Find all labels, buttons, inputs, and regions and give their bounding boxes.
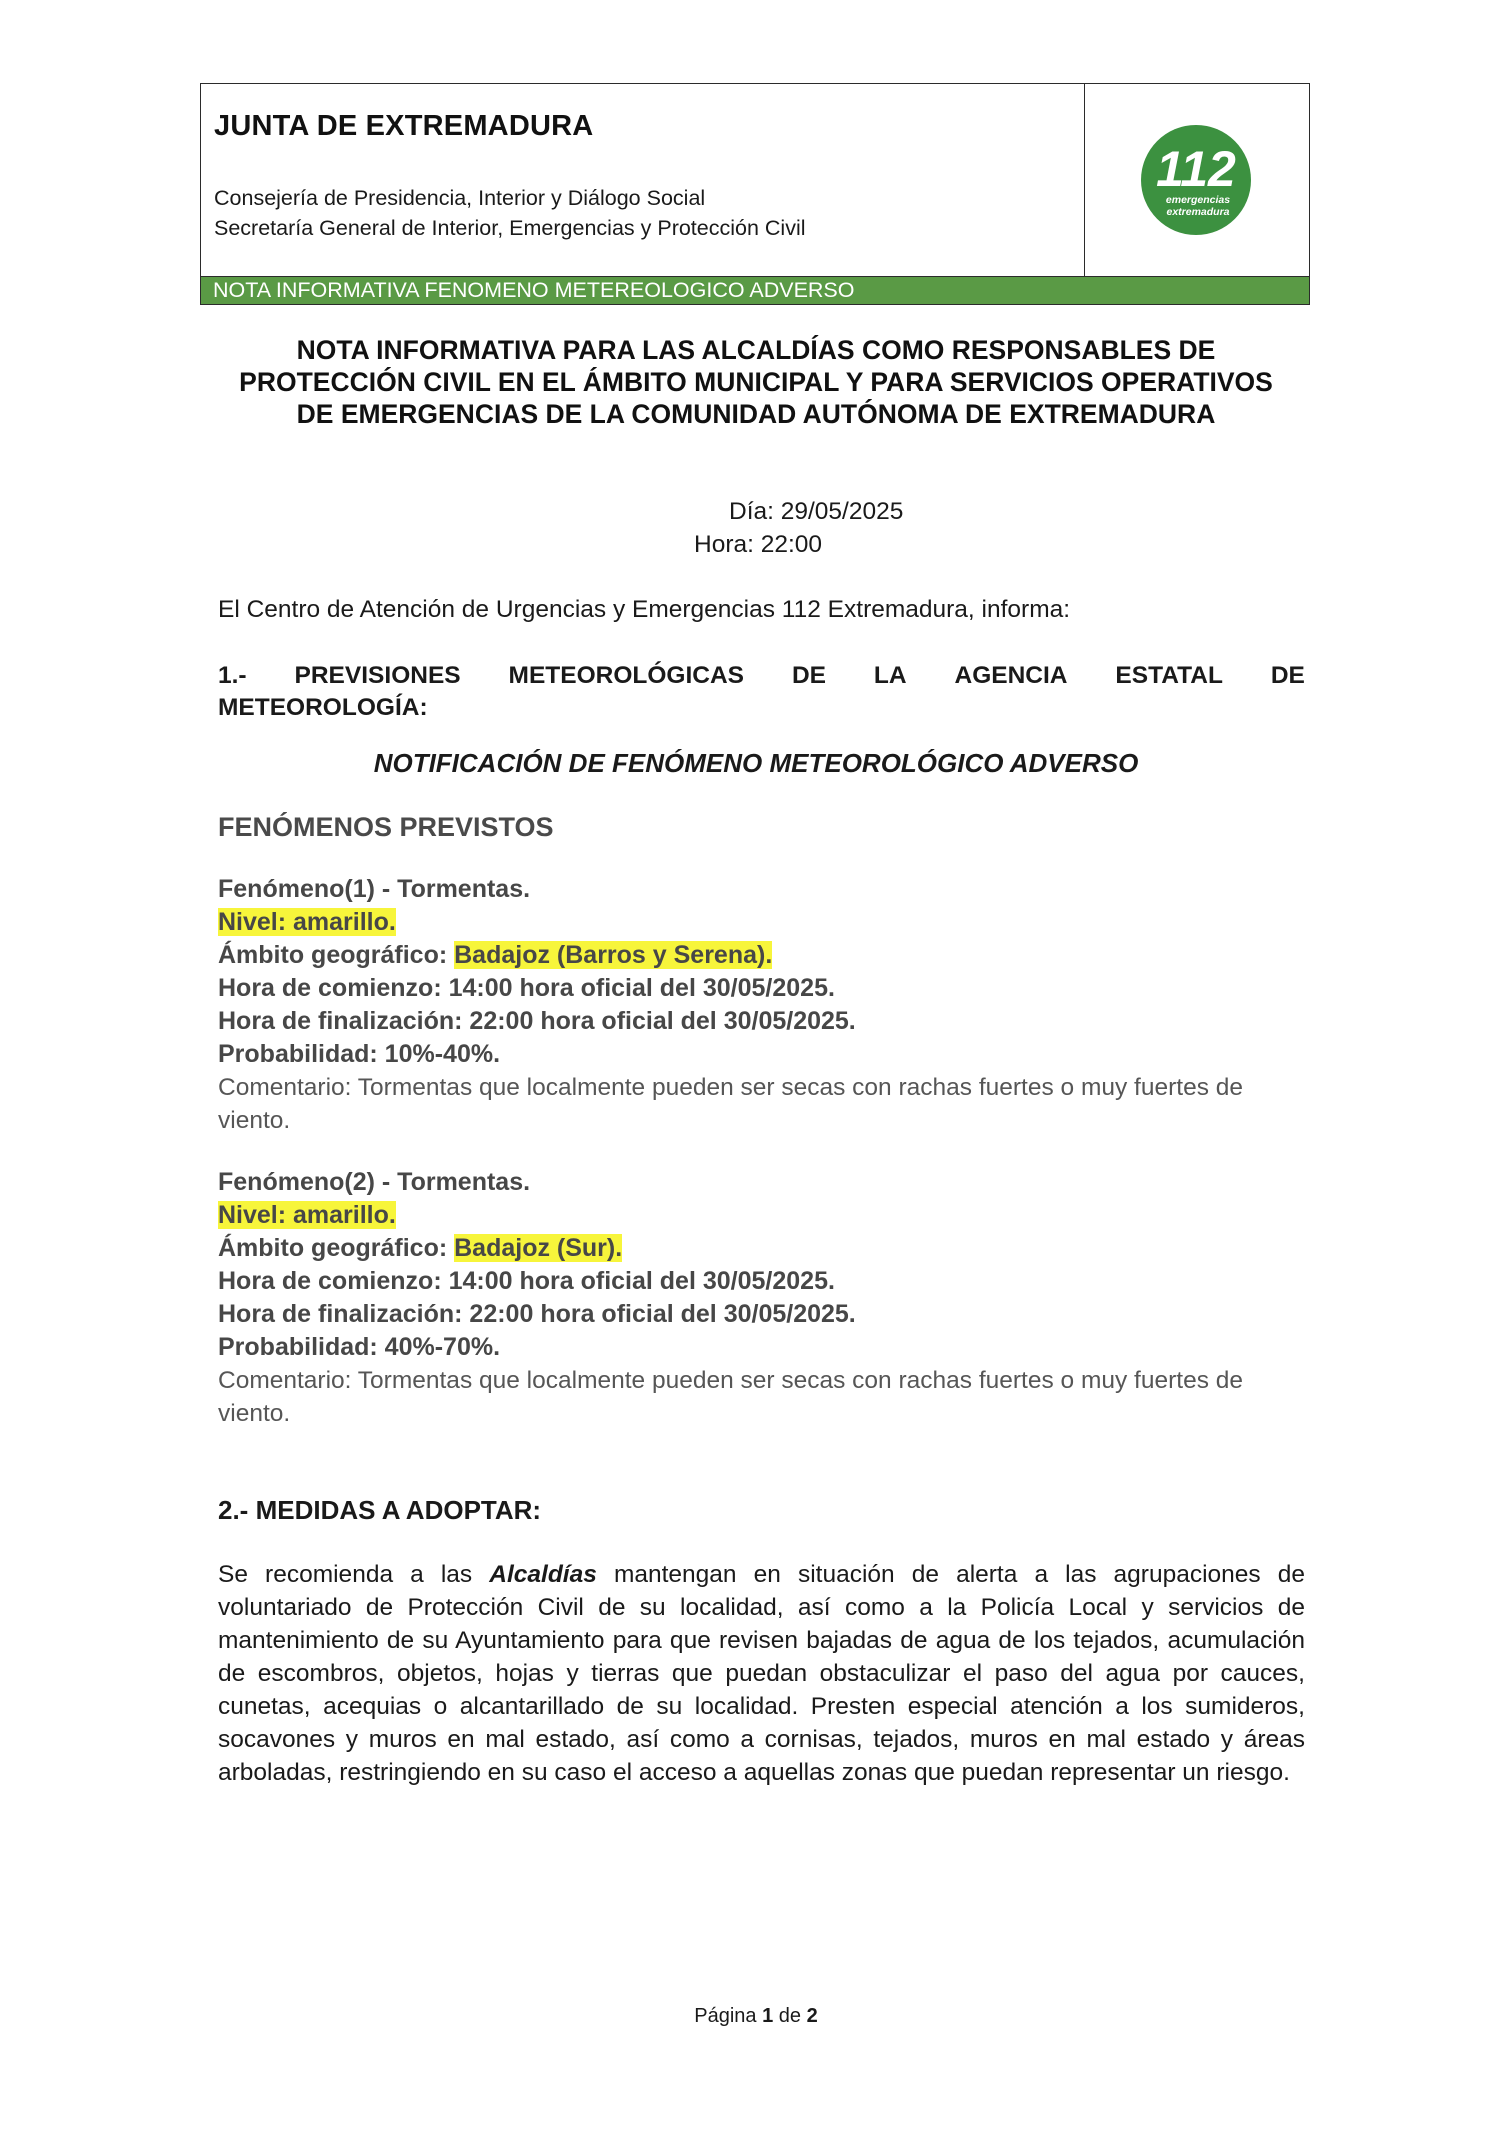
phenomenon-level: Nivel: amarillo. — [218, 908, 396, 936]
emergency-112-logo — [1140, 124, 1252, 236]
date-line: Día: 29/05/2025 — [729, 498, 904, 525]
notification-title: NOTIFICACIÓN DE FENÓMENO METEOROLÓGICO ADVERSO — [373, 748, 1139, 778]
phenomenon-start: Hora de comienzo: 14:00 hora oficial del 30/05/2025. — [218, 974, 835, 1002]
section-1-heading — [218, 660, 1305, 724]
phenomenon-area-value: Badajoz (Sur). — [454, 1234, 623, 1262]
phenomenon-area-label: Ámbito geográfico: — [218, 1234, 455, 1262]
section-1-word: AGENCIA — [954, 662, 1068, 689]
phenomenon-title: Fenómeno(2) - Tormentas. — [218, 1168, 531, 1196]
phenomenon-end: Hora de finalización: 22:00 hora oficial del 30/05/2025. — [218, 1300, 856, 1328]
phenomenon-comment: Comentario: Tormentas que localmente pueden ser secas con rachas fuertes o muy fuertes de viento. — [218, 1074, 1244, 1134]
org-subtitle-2: Secretaría General de Interior, Emergencias y Protección Civil — [214, 216, 806, 240]
org-subtitle-1: Consejería de Presidencia, Interior y Diálogo Social — [214, 186, 706, 210]
phenomenon-probability: Probabilidad: 10%-40%. — [218, 1040, 501, 1068]
phenomena-heading: FENÓMENOS PREVISTOS — [218, 812, 554, 842]
section-1-word: PREVISIONES — [294, 662, 461, 689]
header-box — [200, 83, 1310, 305]
phenomenon-block-1 — [218, 873, 1308, 1137]
phenomenon-title: Fenómeno(1) - Tormentas. — [218, 875, 531, 903]
measures-text-rest: mantengan en situación de alerta a las agrupaciones de voluntariado de Protección Civil de su localidad, así como a la Policía Local y servicios de mantenimiento de su Ayuntamiento para que revisen bajadas de agua de los tejados, acumulación de escombros, objetos, hojas y tierras que puedan obstaculizar el paso del agua por cauces, cunetas, acequias o alcantarillado de su localidad. Presten especial atención a los sumideros, socavones y muros en mal estado, así como a cornisas, tejados, muros en mal estado y áreas arboladas, restringiendo en su caso el acceso a aquellas zonas que puedan representar un riesgo. — [218, 1561, 1305, 1786]
logo-number: 112 — [1156, 141, 1236, 197]
section-1-word: LA — [873, 662, 907, 689]
section-1-line-2: METEOROLOGÍA: — [218, 694, 428, 721]
intro-text: El Centro de Atención de Urgencias y Emergencias 112 Extremadura, informa: — [218, 596, 1071, 623]
phenomenon-start: Hora de comienzo: 14:00 hora oficial del 30/05/2025. — [218, 1267, 835, 1295]
measures-paragraph — [218, 1558, 1305, 1789]
phenomenon-probability: Probabilidad: 40%-70%. — [218, 1333, 501, 1361]
section-1-word: DE — [791, 662, 826, 689]
section-1-word: ESTATAL — [1115, 662, 1223, 689]
measures-emphasis: Alcaldías — [489, 1561, 597, 1588]
phenomenon-end: Hora de finalización: 22:00 hora oficial del 30/05/2025. — [218, 1007, 856, 1035]
main-title: NOTA INFORMATIVA PARA LAS ALCALDÍAS COMO RESPONSABLES DE PROTECCIÓN CIVIL EN EL ÁMBITO MUNICIPAL Y PARA SERVICIOS OPERATIVOS DE EMERGENCIAS DE LA COMUNIDAD AUTÓNOMA DE EXTREMADURA — [239, 335, 1273, 429]
phenomenon-area-value: Badajoz (Barros y Serena). — [454, 941, 773, 969]
phenomenon-level: Nivel: amarillo. — [218, 1201, 396, 1229]
phenomenon-block-2 — [218, 1166, 1308, 1430]
footer-current-page: 1 — [762, 2005, 774, 2027]
section-1-word: 1.- — [218, 662, 247, 689]
section-1-line-1 — [218, 660, 1305, 692]
measures-text-start: Se recomienda a las — [218, 1561, 490, 1588]
phenomenon-comment: Comentario: Tormentas que localmente pueden ser secas con rachas fuertes o muy fuertes de viento. — [218, 1367, 1244, 1427]
page-footer — [0, 2005, 1512, 2028]
logo-line-1: emergencias — [1165, 194, 1231, 206]
section-2-heading: 2.- MEDIDAS A ADOPTAR: — [218, 1495, 542, 1525]
time-line: Hora: 22:00 — [694, 531, 823, 558]
org-title: JUNTA DE EXTREMADURA — [214, 110, 594, 142]
header-logo-cell — [1085, 84, 1309, 276]
footer-of: de — [778, 2005, 802, 2027]
header-banner — [201, 276, 1309, 304]
footer-label: Página — [694, 2005, 757, 2027]
phenomenon-area-label: Ámbito geográfico: — [218, 941, 455, 969]
logo-line-2: extremadura — [1166, 206, 1230, 218]
header-banner-text: NOTA INFORMATIVA FENOMENO METEREOLOGICO ADVERSO — [213, 278, 855, 302]
section-1-word: METEOROLÓGICAS — [508, 662, 745, 689]
header-text-cell — [201, 84, 1085, 276]
footer-total-pages: 2 — [806, 2005, 818, 2027]
section-1-word: DE — [1270, 662, 1305, 689]
